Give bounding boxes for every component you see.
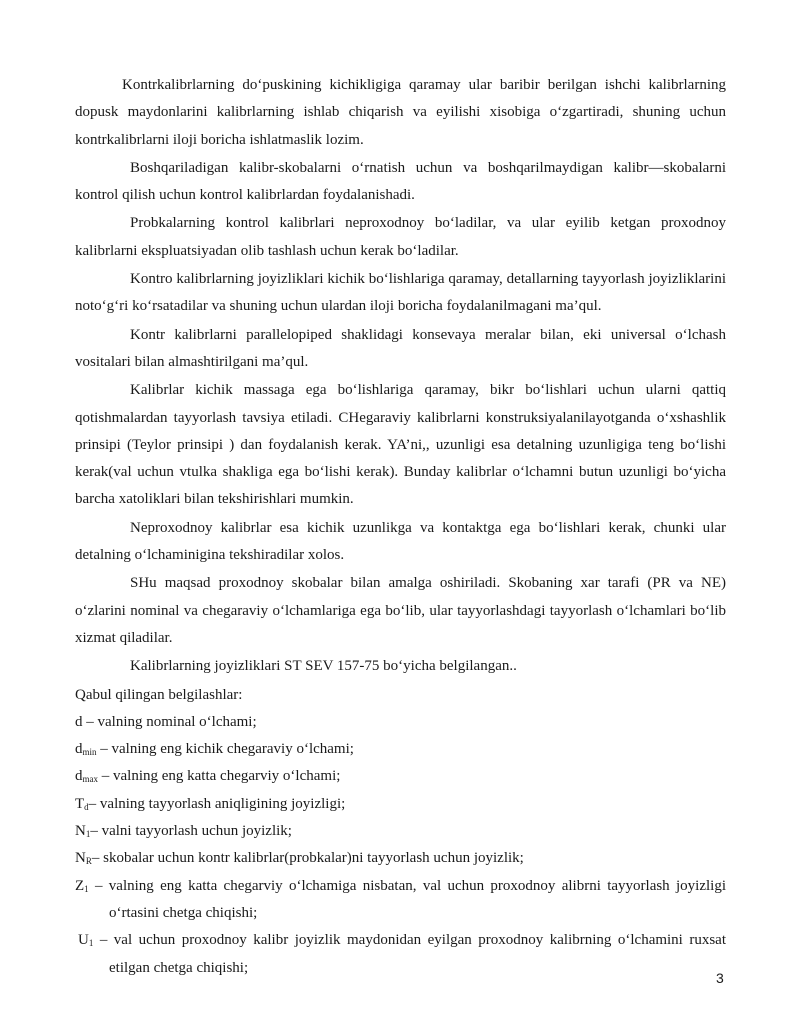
definition-subscript: max [82,774,98,785]
definition-subscript: 1 [84,883,89,894]
document-body [75,72,726,982]
definition-nr [75,845,726,872]
definition-symbol: U [78,932,89,949]
definition-n1 [75,818,726,845]
definition-text: – valning eng kichik chegaraviy o‘lchami; [96,741,354,758]
paragraph-7: Neproxodnoy kalibrlar esa kichik uzunlikga va kontaktga ega bo‘lishlari kerak, chunki ular detalning o‘lchaminigina tekshiradilar xolos. [75,519,726,564]
definition-text: – valni tayyorlash uchun joyizlik; [90,823,292,840]
definition-symbol: Z [75,877,85,894]
definition-text: – skobalar uchun kontr kalibrlar(probkalar)ni tayyorlash uchun joyizlik; [91,850,524,867]
definition-dmax [75,763,726,790]
definition-dmin [75,736,726,763]
paragraph-1: Kontrkalibrlarning do‘puskining kichikligiga qaramay ular baribir berilgan ishchi kalibrlarning dopusk maydonlarini kalibrlarning ishlab chiqarish va eyilishi xisobiga o‘zgartiradi, shuning uchun kontrkalibrlarni iloji boricha ishlatmaslik lozim. [75,77,726,148]
definition-subscript: min [82,747,97,758]
definition-symbol: d [75,741,83,758]
paragraph-3: Probkalarning kontrol kalibrlari neproxodnoy bo‘ladilar, va ular eyilib ketgan proxodnoy kalibrlarni ekspluatsiyadan olib tashlash uchun kerak bo‘ladilar. [75,215,726,259]
definition-text: – valning tayyorlash aniqligining joyizligi; [88,795,346,812]
definition-text: – valning eng katta chegarviy o‘lchami; [98,768,341,785]
definition-symbol: d [75,768,83,785]
definition-symbol: N [75,823,86,840]
definition-symbol: N [75,850,86,867]
paragraph-2: Boshqariladigan kalibr-skobalarni o‘rnatish uchun va boshqarilmaydigan kalibr—skobalarni kontrol qilish uchun kontrol kalibrlardan foydalanishadi. [75,159,726,204]
definition-subscript: 1 [88,938,94,949]
definition-d [75,709,726,736]
definition-subscript: R [85,856,92,867]
paragraph-9: Kalibrlarning joyizliklari ST SEV 157-75 bo‘yicha belgilangan.. [130,658,517,675]
page-number: 3 [716,970,724,986]
paragraph-6: Kalibrlar kichik massaga ega bo‘lishlariga qaramay, bikr bo‘lishlari uchun ularni qattiq qotishmalardan tayyorlash tavsiya etiladi. CHegaraviy kalibrlarni konstruksiyalanilayotganda o‘xshashlik prinsipi (Teylor prinsipi ) dan foydalanish kerak. YA’ni,, uzunligi esa detalning uzunligiga teng bo‘lishi kerak(val uchun vtulka shakliga ega bo‘lishi kerak). Bunday kalibrlar o‘lchamni butun uzunligi bo‘yicha barcha xatoliklari bilan tekshirishlari mumkin. [75,382,726,508]
definition-symbol: T [75,795,85,812]
definition-subscript: 1 [85,829,91,840]
definition-text: – valning nominal o‘lchami; [82,713,257,730]
definition-z1 [75,873,726,928]
paragraph-5: Kontr kalibrlarni parallelopiped shaklidagi konsevaya meralar bilan, eki universal o‘lchash vositalari bilan almashtirilgani ma’qul. [75,326,726,370]
definition-subscript: d [84,801,89,812]
definition-text: – val uchun proxodnoy kalibr joyizlik maydonidan eyilgan proxodnoy kalibrning o‘lchamini ruxsat etilgan chetga chiqishi; [93,932,726,976]
definition-symbol: d [75,713,83,730]
notation-heading: Qabul qilingan belgilashlar: [75,686,243,703]
paragraph-4: Kontro kalibrlarning joyizliklari kichik bo‘lishlariga qaramay, detallarning tayyorlash joyizliklarini noto‘g‘ri ko‘rsatadilar va shuning uchun ulardan iloji boricha foydalanilmagani ma’qul. [75,271,726,315]
definition-text: – valning eng katta chegarviy o‘lchamiga nisbatan, val uchun proxodnoy alibrni tayyorlash joyizligi o‘rtasini chetga chiqishi; [88,877,726,921]
paragraph-8: SHu maqsad proxodnoy skobalar bilan amalga oshiriladi. Skobaning xar tarafi (PR va NE) o‘zlarini nominal va chegaraviy o‘lchamlariga ega bo‘lib, ular tayyorlashdagi tayyorlash o‘lchamlari bo‘lib xizmat qiladilar. [75,575,726,646]
definition-u1 [75,927,726,982]
definition-td [75,791,726,818]
